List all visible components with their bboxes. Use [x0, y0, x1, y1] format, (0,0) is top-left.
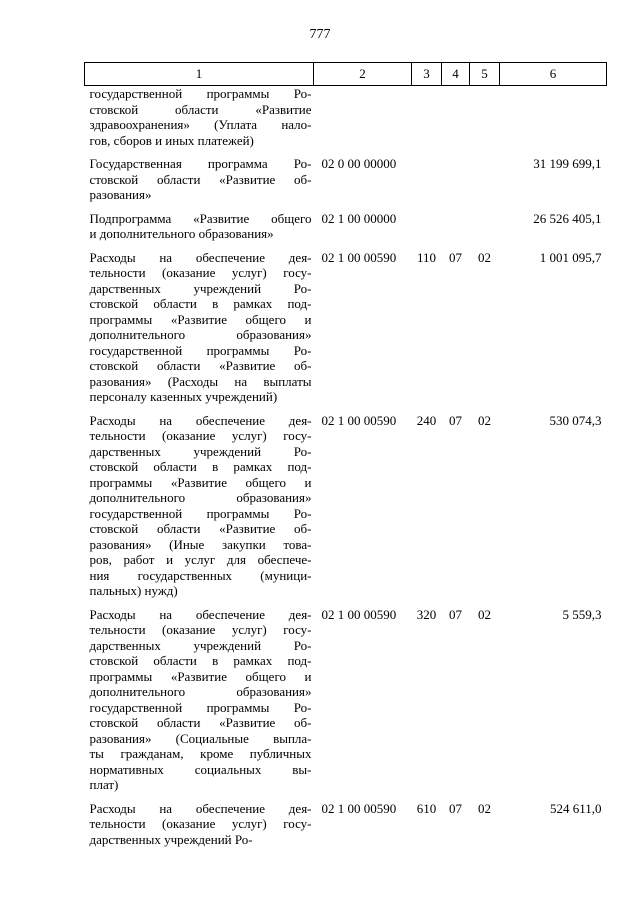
- row-code: 02 0 00 00000: [321, 156, 397, 171]
- row-expense-type: [412, 211, 442, 250]
- table-row: [85, 250, 607, 413]
- table-row: [85, 413, 607, 607]
- row-name-line: тельности (оказание услуг) госу-: [89, 816, 312, 831]
- row-section: [442, 211, 470, 250]
- header-row: [85, 63, 607, 86]
- row-name-line: Расходы на обеспечение дея-: [89, 412, 312, 428]
- row-subsection: [470, 211, 500, 250]
- row-section: 07: [449, 800, 462, 816]
- row-name-line: тельности (оказание услуг) госу-: [89, 622, 312, 637]
- row-name-line: программы «Развитие общего и: [89, 311, 312, 327]
- row-subsection: [470, 156, 500, 211]
- row-name-line: дарственных учреждений Ро-: [89, 443, 312, 459]
- row-name-line: Государственная программа Ро-: [89, 156, 312, 171]
- row-name: [85, 211, 314, 250]
- row-section: 07: [449, 606, 462, 622]
- row-name: [85, 86, 314, 157]
- row-name-line: государственной программы Ро-: [89, 86, 312, 101]
- row-name: [85, 413, 314, 607]
- row-name-line: разования»: [89, 187, 152, 202]
- table-row: [85, 801, 607, 856]
- row-name-line: стовской области в рамках под-: [89, 296, 312, 311]
- row-amount: 31 199 699,1: [533, 156, 602, 171]
- table-row: [85, 211, 607, 250]
- row-name: [85, 156, 314, 211]
- row-name-line: здравоохранения» (Уплата нало-: [89, 117, 312, 132]
- budget-table: [84, 62, 607, 855]
- row-name-line: и дополнительного образования»: [89, 226, 274, 241]
- row-expense-type: 610: [416, 800, 437, 816]
- row-code: 02 1 00 00000: [321, 210, 397, 226]
- row-code: 02 1 00 00590: [321, 249, 397, 265]
- row-name-line: дополнительного образования»: [89, 490, 312, 505]
- row-name-line: разования» (Расходы на выплаты: [89, 373, 312, 389]
- row-code: 02 1 00 00590: [321, 800, 397, 816]
- row-name-line: стовской области в рамках под-: [89, 459, 312, 474]
- table-row: [85, 607, 607, 801]
- row-name: [85, 607, 314, 801]
- row-expense-type: [412, 156, 442, 211]
- table-row: [85, 156, 607, 211]
- row-name-line: Расходы на обеспечение дея-: [89, 800, 312, 816]
- row-expense-type: [412, 86, 442, 157]
- row-amount: 530 074,3: [549, 412, 602, 428]
- row-name-line: стовской области «Развитие об-: [89, 358, 312, 373]
- row-subsection: 02: [478, 606, 491, 622]
- row-name-line: нормативных социальных вы-: [89, 761, 312, 777]
- row-name-line: государственной программы Ро-: [89, 505, 312, 521]
- row-code: [314, 86, 412, 157]
- row-name-line: стовской области «Развитие об-: [89, 171, 312, 187]
- row-name-line: государственной программы Ро-: [89, 699, 312, 715]
- row-code: 02 1 00 00590: [321, 412, 397, 428]
- row-subsection: 02: [478, 249, 491, 265]
- row-name-line: программы «Развитие общего и: [89, 474, 312, 490]
- row-amount: 524 611,0: [549, 800, 602, 816]
- row-name-line: гов, сборов и иных платежей): [89, 132, 254, 148]
- column-header-5: 5: [470, 63, 500, 86]
- row-name-line: ров, работ и услуг для обеспече-: [89, 552, 312, 567]
- row-expense-type: 320: [416, 606, 437, 622]
- row-name-line: дарственных учреждений Ро-: [89, 831, 253, 847]
- row-name-line: стовской области в рамках под-: [89, 653, 312, 668]
- row-section: 07: [449, 249, 462, 265]
- row-name-line: Подпрограмма «Развитие общего: [89, 210, 312, 226]
- row-name-line: стовской области «Развитие об-: [89, 521, 312, 536]
- row-name: [85, 250, 314, 413]
- row-name-line: программы «Развитие общего и: [89, 668, 312, 684]
- row-name-line: пальных) нужд): [89, 583, 178, 598]
- row-name-line: дарственных учреждений Ро-: [89, 280, 312, 296]
- column-header-3: 3: [412, 63, 442, 86]
- row-amount: 5 559,3: [562, 606, 602, 622]
- column-header-1: 1: [85, 63, 314, 86]
- row-name-line: Расходы на обеспечение дея-: [89, 249, 312, 265]
- row-amount: 1 001 095,7: [539, 249, 602, 265]
- row-name-line: стовской области «Развитие об-: [89, 715, 312, 730]
- row-amount: 26 526 405,1: [533, 210, 602, 226]
- row-name-line: ния государственных (муници-: [89, 567, 312, 583]
- column-header-4: 4: [442, 63, 470, 86]
- row-name: [85, 801, 314, 856]
- row-name-line: разования» (Социальные выпла-: [89, 730, 312, 746]
- row-section: [442, 86, 470, 157]
- row-amount: [500, 86, 607, 157]
- row-subsection: [470, 86, 500, 157]
- row-code: 02 1 00 00590: [321, 606, 397, 622]
- row-name-line: ты гражданам, кроме публичных: [89, 746, 312, 761]
- row-name-line: стовской области «Развитие: [89, 101, 312, 117]
- column-header-6: 6: [500, 63, 607, 86]
- row-subsection: 02: [478, 800, 491, 816]
- row-name-line: Расходы на обеспечение дея-: [89, 606, 312, 622]
- row-name-line: государственной программы Ро-: [89, 342, 312, 358]
- row-name-line: тельности (оказание услуг) госу-: [89, 428, 312, 443]
- row-section: [442, 156, 470, 211]
- row-name-line: дарственных учреждений Ро-: [89, 637, 312, 653]
- row-name-line: дополнительного образования»: [89, 684, 312, 699]
- page-number: 777: [309, 27, 331, 42]
- row-expense-type: 240: [416, 412, 437, 428]
- table-row: [85, 86, 607, 157]
- row-name-line: дополнительного образования»: [89, 327, 312, 342]
- row-name-line: плат): [89, 777, 119, 792]
- row-subsection: 02: [478, 412, 491, 428]
- row-name-line: тельности (оказание услуг) госу-: [89, 265, 312, 280]
- row-section: 07: [449, 412, 462, 428]
- row-name-line: персоналу казенных учреждений): [89, 389, 278, 404]
- column-header-2: 2: [314, 63, 412, 86]
- row-expense-type: 110: [416, 249, 437, 265]
- row-name-line: разования» (Иные закупки това-: [89, 536, 312, 552]
